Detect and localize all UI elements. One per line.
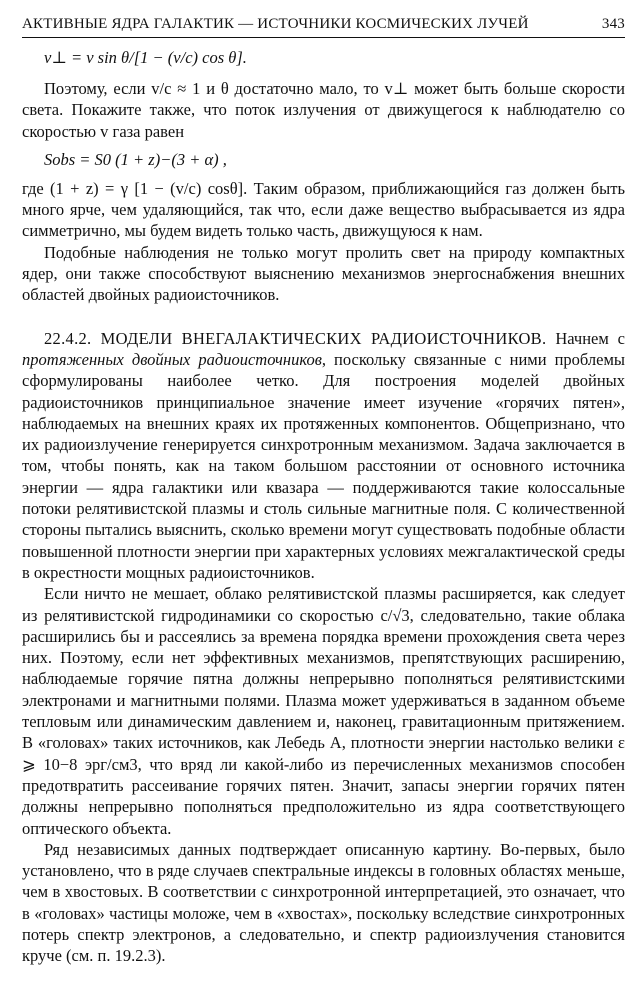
running-header [22, 0, 625, 33]
paragraph-6: Ряд независимых данных подтверждает описанную картину. Во-первых, было установлено, что в ряде случаев спектральные индексы в головных областях меньше, чем в хвостовых. В соответствии с синхротронной интерпретацией, это означает, что в «головах» частицы моложе, чем в «хвостах», поскольку вследствие синхротронных потерь спектр электронов, а следовательно, и спектр радиоизлучения становится круче (см. п. 19.2.3). [22, 839, 625, 966]
paragraph-2: где (1 + z) = γ [1 − (v/c) cosθ]. Таким образом, приближающийся газ должен быть много ярче, чем удаляющийся, так что, если даже вещество выбрасывается из ядра симметрично, мы будем видеть только часть, движущуюся к нам. [22, 178, 625, 241]
page-number: 343 [601, 16, 625, 32]
section-emphasis: протяженных двойных радиоисточников [22, 349, 322, 369]
formula-s-obs: Sobs = S0 (1 + z)−(3 + α) , [44, 149, 227, 169]
section-text: , поскольку связанные с ними проблемы сформулированы наиболее четко. Для построения моделей двойных радиоисточников принципиальное значение имеет изучение «горячих пятен», наблюдаемых на внешних краях их протяженных компонентов. Общепризнано, что их радиоизлучение генерируется синхротронным механизмом. Задача заключается в том, чтобы понять, как на таком большом расстоянии от основного источника энергии — ядра галактики или квазара — поддерживаются такие колоссальные потоки релятивистской плазмы и столь сильные магнитные поля. С количественной стороны пытались выяснить, сколько времени могут существовать подобные области повышенной плотности энергии при характерных условиях межгалактической среды в окрестности мощных радиоисточников. [22, 349, 625, 582]
running-title: АКТИВНЫЕ ЯДРА ГАЛАКТИК — ИСТОЧНИКИ КОСМИЧЕСКИХ ЛУЧЕЙ [22, 16, 529, 32]
formula-v-perp: v⊥ = v sin θ/[1 − (v/c) cos θ]. [44, 48, 247, 67]
paragraph-5: Если ничто не мешает, облако релятивистской плазмы расширяется, как следует из релятивистской гидродинамики со скоростью c/√3, следовательно, такие облака расширились бы и рассеялись за времена порядка времени прохождения света через них. Поэтому, если нет эффективных механизмов, препятствующих расширению, наблюдаемые горячие пятна должны непрерывно пополняться релятивистскими электронами и магнитными полями. Плазма может удерживаться в заданном объеме тепловым или динамическим давлением и, наконец, гравитационным притяжением. В «головах» таких источников, как Лебедь А, плотности энергии настолько велики ε ⩾ 10−8 эрг/см3, что вряд ли какой-либо из перечисленных механизмов способен предотвратить рассеивание горячих пятен. Значит, запасы энергии горячих пятен должны непрерывно пополняться предположительно из ядра соответствующего оптического объекта. [22, 584, 625, 838]
header-rule [22, 37, 625, 38]
paragraph-1: Поэтому, если v/c ≈ 1 и θ достаточно мало, то v⊥ может быть больше скорости света. Покажите также, что поток излучения от движущегося к наблюдателю со скоростью v газа равен [22, 79, 625, 141]
paragraph-3: Подобные наблюдения не только могут пролить свет на природу компактных ядер, они также способствуют выяснению механизмов энергоснабжения внешних областей двойных радиоисточников. [22, 242, 625, 305]
section-paragraph [22, 328, 625, 584]
section-lead: Начнем с [555, 328, 626, 348]
section-heading: 22.4.2. МОДЕЛИ ВНЕГАЛАКТИЧЕСКИХ РАДИОИСТОЧНИКОВ. [44, 328, 547, 348]
